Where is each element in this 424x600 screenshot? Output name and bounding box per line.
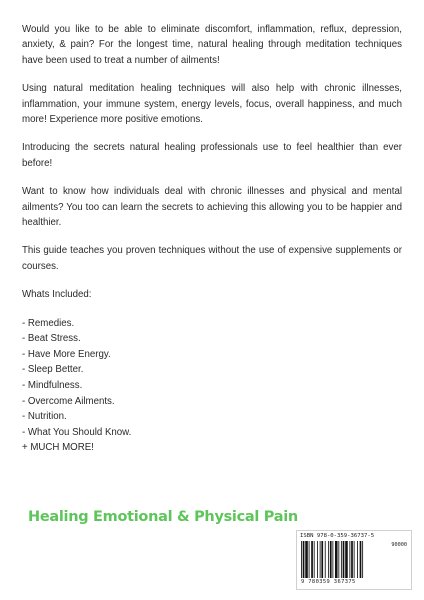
- isbn-barcode: [296, 530, 412, 590]
- book-subtitle: Healing Emotional & Physical Pain: [28, 509, 298, 525]
- blurb-content: [22, 22, 402, 456]
- paragraph-3: Introducing the secrets natural healing professionals use to feel healthier than ever before!: [22, 142, 402, 169]
- paragraph-4: Want to know how individuals deal with chronic illnesses and physical and mental ailments? You too can learn the secrets to achieving this allowing you to be happier and healthier.: [22, 186, 402, 229]
- price-code: 90000: [391, 542, 407, 548]
- barcode-digits: 9 780359 367375: [301, 579, 356, 585]
- isbn-label: ISBN 978-0-359-36737-5: [300, 533, 375, 539]
- list-item: - Beat Stress.: [22, 333, 81, 345]
- list-item: - Mindfulness.: [22, 380, 83, 392]
- list-item: - Sleep Better.: [22, 364, 84, 376]
- included-heading: Whats Included:: [22, 289, 92, 301]
- list-item: - Have More Energy.: [22, 348, 111, 360]
- barcode-icon: [301, 541, 383, 578]
- paragraph-5: This guide teaches you proven techniques without the use of expensive supplements or courses.: [22, 245, 402, 272]
- list-item: - Overcome Ailments.: [22, 395, 115, 407]
- list-item: - Remedies.: [22, 317, 75, 329]
- list-item: + MUCH MORE!: [22, 442, 94, 454]
- paragraph-2: Using natural meditation healing techniques will also help with chronic illnesses, inflammation, your immune system, energy levels, focus, overall happiness, and much more! Experience more positive emotions.: [22, 83, 402, 126]
- list-item: - What You Should Know.: [22, 426, 132, 438]
- included-list: [22, 316, 402, 456]
- list-item: - Nutrition.: [22, 411, 67, 423]
- paragraph-1: Would you like to be able to eliminate discomfort, inflammation, reflux, depression, anxiety, & pain? For the longest time, natural healing through meditation techniques have been used to treat a number of ailments!: [22, 24, 402, 66]
